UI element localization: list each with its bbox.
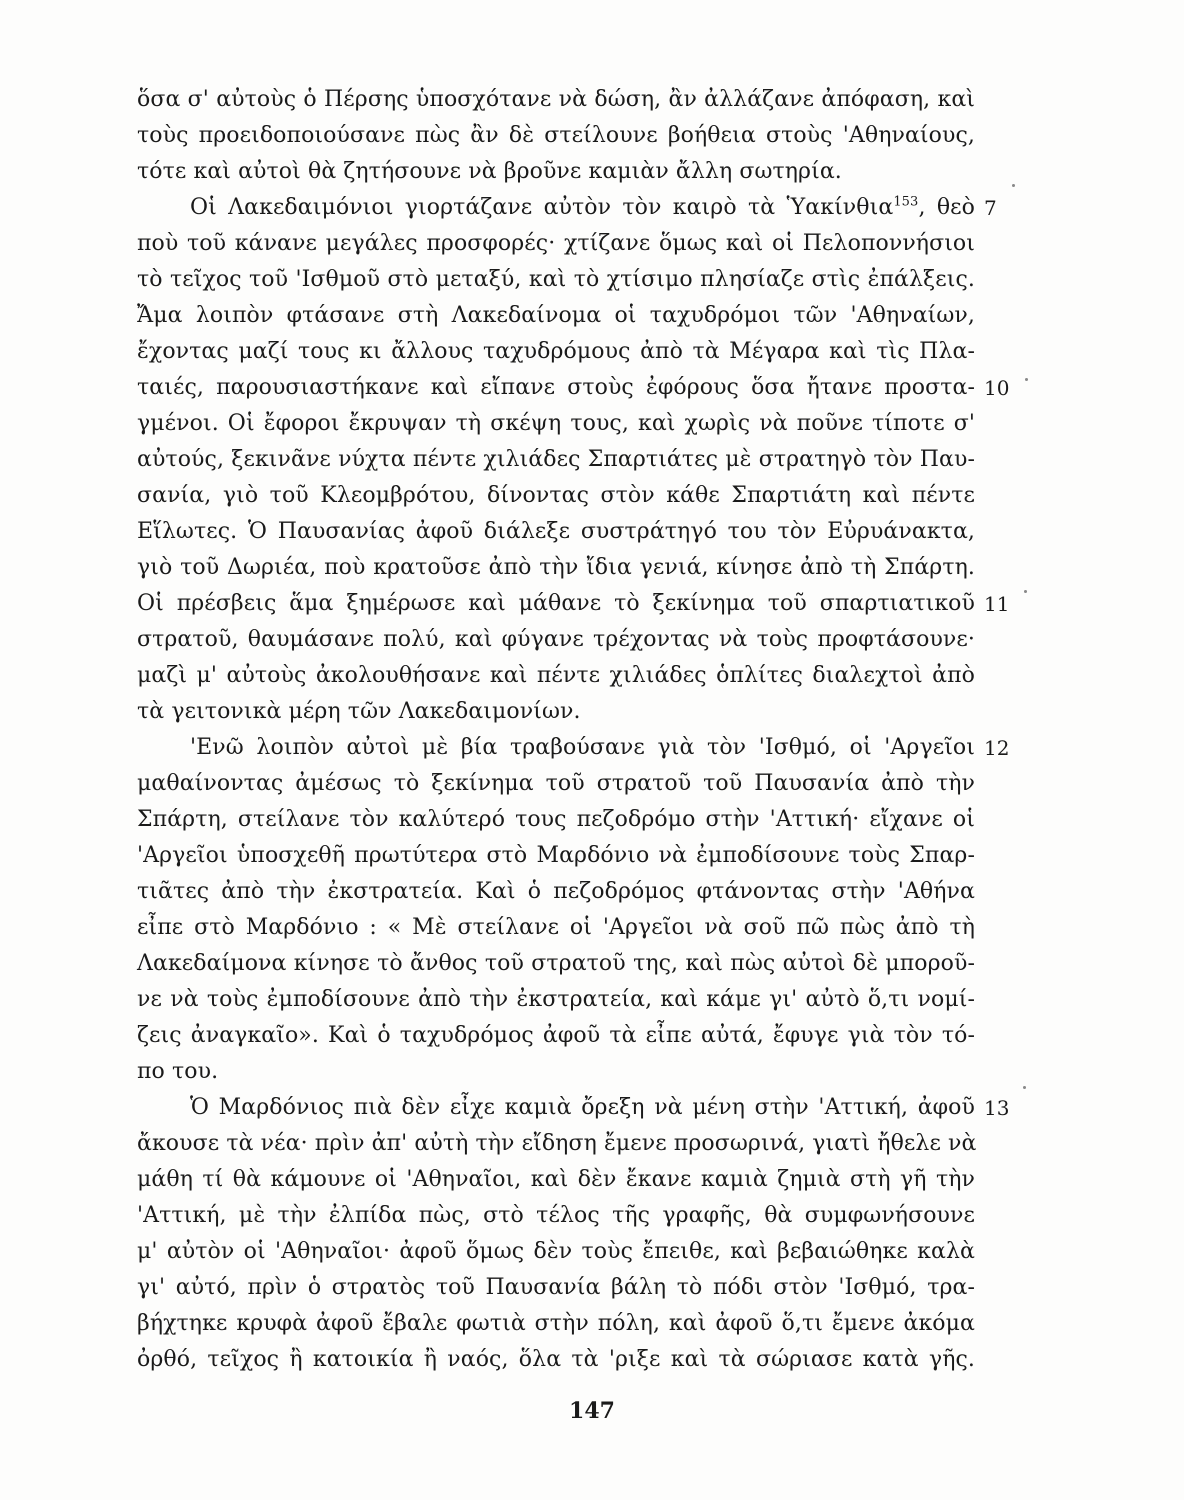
section-number: 10 [984, 376, 1010, 400]
text-line: 'Αττική, μὲ τὴν ἐλπίδα πὼς, στὸ τέλος τῆς γραφῆς, θὰ συμφωνήσουνε [137, 1203, 975, 1228]
section-number: 13 [984, 1096, 1010, 1120]
text-line: βήχτηκε κρυφὰ ἀφοῦ ἔβαλε φωτιὰ στὴν πόλη, καὶ ἀφοῦ ὅ,τι ἔμενε ἀκόμα [137, 1311, 975, 1336]
text-line: τοὺς προειδοποιούσανε πὼς ἂν δὲ στείλουνε βοήθεια στοὺς 'Αθηναίους, [137, 123, 975, 148]
text-line: αὐτούς, ξεκινᾶνε νύχτα πέντε χιλιάδες Σπαρτιάτες μὲ στρατηγὸ τὸν Παυ- [137, 447, 975, 472]
text-line: Σπάρτη, στείλανε τὸν καλύτερό τους πεζοδρόμο στὴν 'Αττική· εἴχανε οἱ [137, 807, 975, 832]
text-line: ποὺ τοῦ κάνανε μεγάλες προσφορές· χτίζανε ὅμως καὶ οἱ Πελοποννήσιοι [137, 231, 975, 256]
text-line: πο του. [137, 1059, 219, 1084]
text-line: μαζὶ μ' αὐτοὺς ἀκολουθήσανε καὶ πέντε χιλιάδες ὁπλίτες διαλεχτοὶ ἀπὸ [137, 663, 975, 688]
text-line: ταιές, παρουσιαστήκανε καὶ εἴπανε στοὺς ἐφόρους ὅσα ἤτανε προστα- [137, 375, 975, 400]
text-line: εἶπε στὸ Μαρδόνιο : « Μὲ στείλανε οἱ 'Αργεῖοι νὰ σοῦ πῶ πὼς ἀπὸ τὴ [137, 915, 975, 940]
text-line: σανία, γιὸ τοῦ Κλεομβρότου, δίνοντας στὸν κάθε Σπαρτιάτη καὶ πέντε [137, 483, 975, 508]
text-line: Εἵλωτες. Ὁ Παυσανίας ἀφοῦ διάλεξε συστράτηγό του τὸν Εὐρυάνακτα, [137, 519, 975, 544]
page-number: 147 [569, 1398, 615, 1424]
text-line-start: Οἱ Λακεδαιμόνιοι γιορτάζανε αὐτὸν τὸν καιρὸ τὰ Ὑακίνθια [190, 195, 894, 220]
text-line: τὸ τεῖχος τοῦ 'Ισθμοῦ στὸ μεταξύ, καὶ τὸ χτίσιμο πλησίαζε στὶς ἐπάλξεις. [137, 267, 975, 292]
footnote-marker: 153 [893, 194, 919, 210]
section-number: 12 [984, 736, 1010, 760]
text-line: ζεις ἀναγκαῖο». Καὶ ὁ ταχυδρόμος ἀφοῦ τὰ εἶπε αὐτά, ἔφυγε γιὰ τὸν τό- [137, 1023, 975, 1048]
text-line: γμένοι. Οἱ ἔφοροι ἔκρυψαν τὴ σκέψη τους, καὶ χωρὶς νὰ ποῦνε τίποτε σ' [137, 411, 975, 436]
text-line: ἄκουσε τὰ νέα· πρὶν ἀπ' αὐτὴ τὴν εἴδηση ἔμενε προσωρινά, γιατὶ ἤθελε νὰ [137, 1131, 977, 1156]
text-line: γι' αὐτό, πρὶν ὁ στρατὸς τοῦ Παυσανία βάλη τὸ πόδι στὸν 'Ισθμό, τρα- [137, 1275, 975, 1300]
text-line: μ' αὐτὸν οἱ 'Αθηναῖοι· ἀφοῦ ὅμως δὲν τοὺς ἔπειθε, καὶ βεβαιώθηκε καλὰ [137, 1239, 975, 1264]
text-line: 'Αργεῖοι ὑποσχεθῆ πρωτύτερα στὸ Μαρδόνιο νὰ ἐμποδίσουνε τοὺς Σπαρ- [137, 843, 975, 868]
text-line: τὰ γειτονικὰ μέρη τῶν Λακεδαιμονίων. [137, 699, 581, 724]
text-line: νε νὰ τοὺς ἐμποδίσουνε ἀπὸ τὴν ἐκστρατεία, καὶ κάμε γι' αὐτὸ ὅ,τι νομί- [137, 987, 975, 1012]
text-line: ὀρθό, τεῖχος ἢ κατοικία ἢ ναός, ὅλα τὰ 'ριξε καὶ τὰ σώριασε κατὰ γῆς. [137, 1347, 975, 1372]
text-line: Λακεδαίμονα κίνησε τὸ ἄνθος τοῦ στρατοῦ της, καὶ πὼς αὐτοὶ δὲ μποροῦ- [137, 951, 975, 976]
text-line: τιᾶτες ἀπὸ τὴν ἐκστρατεία. Καὶ ὁ πεζοδρόμος φτάνοντας στὴν 'Αθήνα [137, 879, 975, 904]
text-line: μαθαίνοντας ἀμέσως τὸ ξεκίνημα τοῦ στρατοῦ τοῦ Παυσανία ἀπὸ τὴν [137, 771, 975, 796]
section-number: 7 [984, 196, 997, 220]
text-line: 'Ενῶ λοιπὸν αὐτοὶ μὲ βία τραβούσανε γιὰ τὸν 'Ισθμό, οἱ 'Αργεῖοι [190, 735, 975, 760]
text-line: ὅσα σ' αὐτοὺς ὁ Πέρσης ὑποσχότανε νὰ δώση, ἂν ἀλλάζανε ἀπόφαση, καὶ [137, 87, 975, 112]
text-line: Ὁ Μαρδόνιος πιὰ δὲν εἶχε καμιὰ ὄρεξη νὰ μένη στὴν 'Αττική, ἀφοῦ [190, 1095, 975, 1120]
scan-speck [1025, 378, 1028, 381]
text-line: στρατοῦ, θαυμάσανε πολύ, καὶ φύγανε τρέχοντας νὰ τοὺς προφτάσουνε· [137, 627, 975, 652]
text-line [190, 190, 975, 226]
text-line: μάθη τί θὰ κάμουνε οἱ 'Αθηναῖοι, καὶ δὲν ἔκανε καμιὰ ζημιὰ στὴ γῆ τὴν [137, 1167, 975, 1192]
text-line-tail: , θεὸ [918, 195, 976, 220]
section-number: 11 [984, 592, 1010, 616]
scan-speck [1012, 184, 1015, 187]
scan-speck [1024, 590, 1027, 593]
text-line: Ἄμα λοιπὸν φτάσανε στὴ Λακεδαίνομα οἱ ταχυδρόμοι τῶν 'Αθηναίων, [137, 303, 975, 328]
text-line: γιὸ τοῦ Δωριέα, ποὺ κρατοῦσε ἀπὸ τὴν ἴδια γενιά, κίνησε ἀπὸ τὴ Σπάρτη. [137, 555, 975, 580]
text-line: ἔχοντας μαζί τους κι ἄλλους ταχυδρόμους ἀπὸ τὰ Μέγαρα καὶ τὶς Πλα- [137, 339, 975, 364]
text-line: τότε καὶ αὐτοὶ θὰ ζητήσουνε νὰ βροῦνε καμιὰν ἄλλη σωτηρία. [137, 159, 842, 184]
text-line: Οἱ πρέσβεις ἅμα ξημέρωσε καὶ μάθανε τὸ ξεκίνημα τοῦ σπαρτιατικοῦ [137, 591, 975, 616]
scan-speck [1023, 1086, 1026, 1089]
